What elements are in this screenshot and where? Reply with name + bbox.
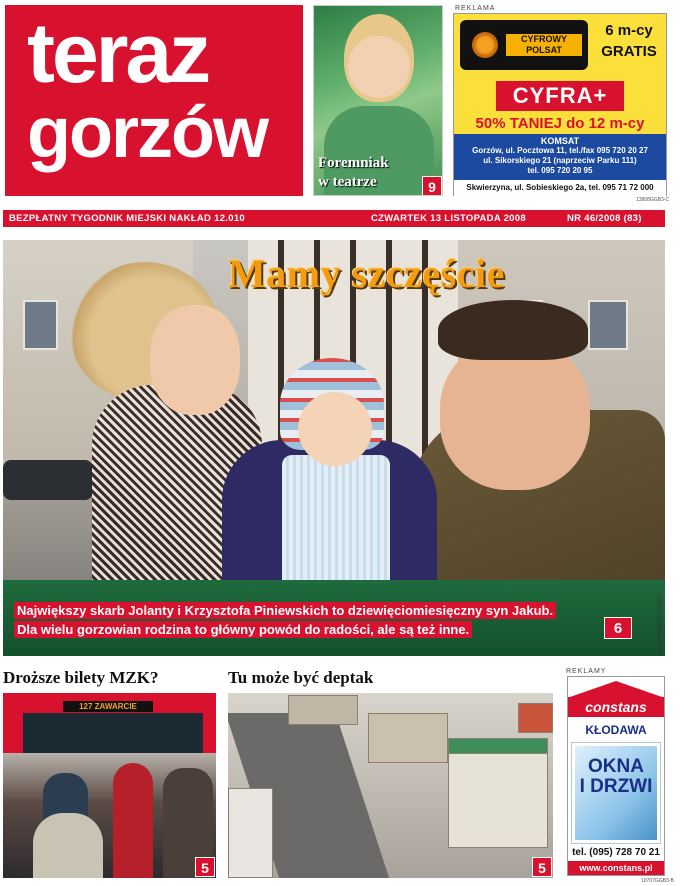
window (588, 300, 628, 350)
constans-slogan-line2: I DRZWI (579, 776, 653, 797)
lead-page-badge: 6 (604, 617, 632, 639)
story-title-deptak[interactable]: Tu może być deptak (228, 668, 374, 687)
masthead-title-line2: gorzów (27, 93, 267, 173)
baby-face (298, 392, 372, 466)
ad-offer-line2: GRATIS (601, 43, 657, 60)
issue-info-strip (3, 210, 665, 227)
building (228, 788, 273, 878)
lead-caption-line1: Największy skarb Jolanty i Krzysztofa Piniewskich to dziewięciomiesięczny syn Jakub. (14, 602, 556, 619)
lead-caption-line2: Dla wielu gorzowian rodzina to główny powód do radości, ale są też inne. (14, 621, 472, 638)
tram-window (23, 713, 203, 758)
building-roof (448, 738, 548, 754)
teaser-caption (318, 154, 389, 192)
city-aerial-photo[interactable] (228, 693, 553, 878)
ad-discount: 50% TANIEJ do 12 m-cy (454, 114, 666, 134)
publication-info: BEZPŁATNY TYGODNIK MIEJSKI NAKŁAD 12.010 (9, 213, 245, 224)
constans-slogan (568, 757, 664, 797)
constans-website[interactable]: www.constans.pl (568, 861, 664, 875)
woman-face (150, 305, 240, 415)
portrait-head (344, 14, 414, 102)
dealer-name: KOMSAT (540, 136, 580, 146)
constans-header (568, 677, 664, 719)
ad-code: 13808GGB3-C (636, 197, 670, 203)
ad-code-bottom: 10707GGB3-B (641, 878, 674, 884)
roof-icon (570, 681, 662, 697)
teaser-photo[interactable] (313, 5, 443, 196)
ad-offer-line1: 6 m-cy (605, 22, 653, 39)
dealer-phone: tel. 095 720 20 95 (527, 166, 593, 175)
man-hair (438, 300, 588, 360)
dealer-address3: Skwierzyna, ul. Sobieskiego 2a, tel. 095 71 72 000 (454, 180, 666, 196)
polsat-logo-text: CYFROWY POLSAT (506, 34, 582, 56)
photo-credit: FOT. KAZIMIERZ LIGOCKI (657, 594, 663, 655)
globe-icon (472, 32, 498, 58)
ad-offer (594, 20, 664, 62)
dealer-info (454, 134, 666, 180)
dealer-address1: Gorzów, ul. Pocztowa 11, tel./fax 095 720 20 27 (472, 146, 648, 155)
cyfra-plus-logo: CYFRA+ (496, 81, 624, 111)
ad-label: REKLAMA (455, 5, 496, 12)
building (518, 703, 553, 733)
tram-destination-sign: 127 ZAWARCIE (63, 701, 153, 712)
ad-label-bottom: REKLAMY (566, 668, 607, 675)
man-face (440, 340, 590, 490)
person (33, 813, 103, 878)
building (368, 713, 448, 763)
lead-headline[interactable]: Mamy szczęście (228, 251, 505, 296)
parked-car (3, 460, 93, 500)
building-corner (448, 738, 548, 848)
masthead-title-line1: teraz (27, 6, 209, 100)
dealer-address2: ul. Sikorskiego 21 (naprzeciw Parku 111) (483, 156, 637, 165)
constans-city: KŁODAWA (585, 723, 647, 737)
story-deptak-page-badge: 5 (532, 857, 552, 877)
polsat-logo (460, 20, 588, 70)
teaser-page-badge: 9 (422, 176, 442, 196)
constans-phone: tel. (095) 728 70 21 (572, 847, 660, 858)
issue-number: NR 46/2008 (83) (567, 213, 642, 224)
building (288, 695, 358, 725)
story-mzk-page-badge: 5 (195, 857, 215, 877)
bus-photo[interactable] (3, 693, 216, 878)
cyfra-row (454, 78, 666, 114)
constans-slogan-line1: OKNA (588, 756, 644, 777)
lead-caption (14, 602, 556, 640)
person (113, 763, 153, 878)
ad-top-panel (454, 14, 666, 78)
constans-logo: constans (568, 697, 664, 717)
window (23, 300, 58, 350)
teaser-caption-line2: w teatrze (318, 174, 377, 190)
masthead[interactable] (5, 5, 303, 196)
satellite-tv-ad[interactable] (453, 13, 667, 196)
teaser-caption-line1: Foremniak (318, 155, 389, 171)
constans-ad[interactable] (567, 676, 665, 876)
issue-date: CZWARTEK 13 LISTOPADA 2008 (371, 213, 526, 224)
story-title-mzk[interactable]: Droższe bilety MZK? (3, 668, 159, 687)
